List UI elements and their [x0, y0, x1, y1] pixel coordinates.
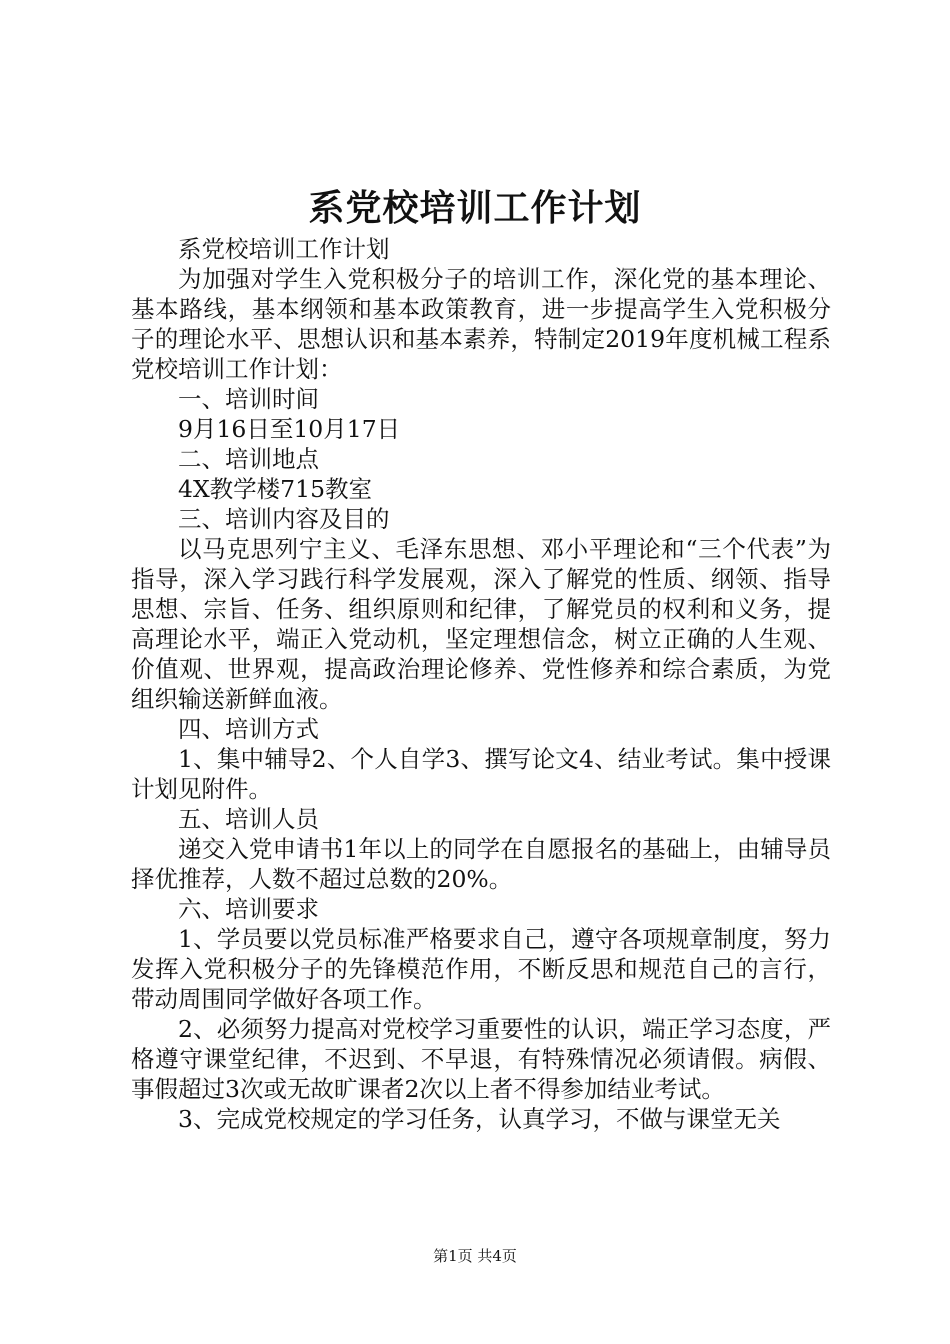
section-heading: 五、培训人员	[178, 805, 319, 833]
paragraph: 3、完成党校规定的学习任务，认真学习，不做与课堂无关	[178, 1105, 781, 1133]
section-heading: 三、培训内容及目的	[178, 505, 390, 533]
page-footer: 第1页 共4页	[433, 1247, 517, 1265]
section-heading: 四、培训方式	[178, 715, 319, 743]
paragraph: 系党校培训工作计划	[178, 235, 390, 263]
paragraph: 递交入党申请书1年以上的同学在自愿报名的基础上，由辅导员择优推荐，人数不超过总数的20%。	[131, 835, 831, 893]
paragraph: 为加强对学生入党积极分子的培训工作，深化党的基本理论、基本路线，基本纲领和基本政策教育，进一步提高学生入党积极分子的理论水平、思想认识和基本素养，特制定2019年度机械工程系党校培训工作计划：	[131, 265, 831, 383]
paragraph: 9月16日至10月17日	[178, 415, 401, 443]
section-heading: 一、培训时间	[178, 385, 319, 413]
paragraph: 1、学员要以党员标准严格要求自己，遵守各项规章制度，努力发挥入党积极分子的先锋模范作用，不断反思和规范自己的言行，带动周围同学做好各项工作。	[131, 925, 831, 1013]
document-title: 系党校培训工作计划	[308, 187, 642, 229]
document-body	[131, 234, 831, 1134]
paragraph: 4X教学楼715教室	[178, 475, 373, 503]
section-heading: 六、培训要求	[178, 895, 319, 923]
paragraph: 1、集中辅导2、个人自学3、撰写论文4、结业考试。集中授课计划见附件。	[131, 745, 831, 803]
section-heading: 二、培训地点	[178, 445, 319, 473]
paragraph: 以马克思列宁主义、毛泽东思想、邓小平理论和“三个代表”为指导，深入学习践行科学发展观，深入了解党的性质、纲领、指导思想、宗旨、任务、组织原则和纪律，了解党员的权利和义务，提高理论水平，端正入党动机，坚定理想信念，树立正确的人生观、价值观、世界观，提高政治理论修养、党性修养和综合素质，为党组织输送新鲜血液。	[131, 535, 831, 713]
paragraph: 2、必须努力提高对党校学习重要性的认识，端正学习态度，严格遵守课堂纪律，不迟到、不早退，有特殊情况必须请假。病假、事假超过3次或无故旷课者2次以上者不得参加结业考试。	[131, 1015, 831, 1103]
